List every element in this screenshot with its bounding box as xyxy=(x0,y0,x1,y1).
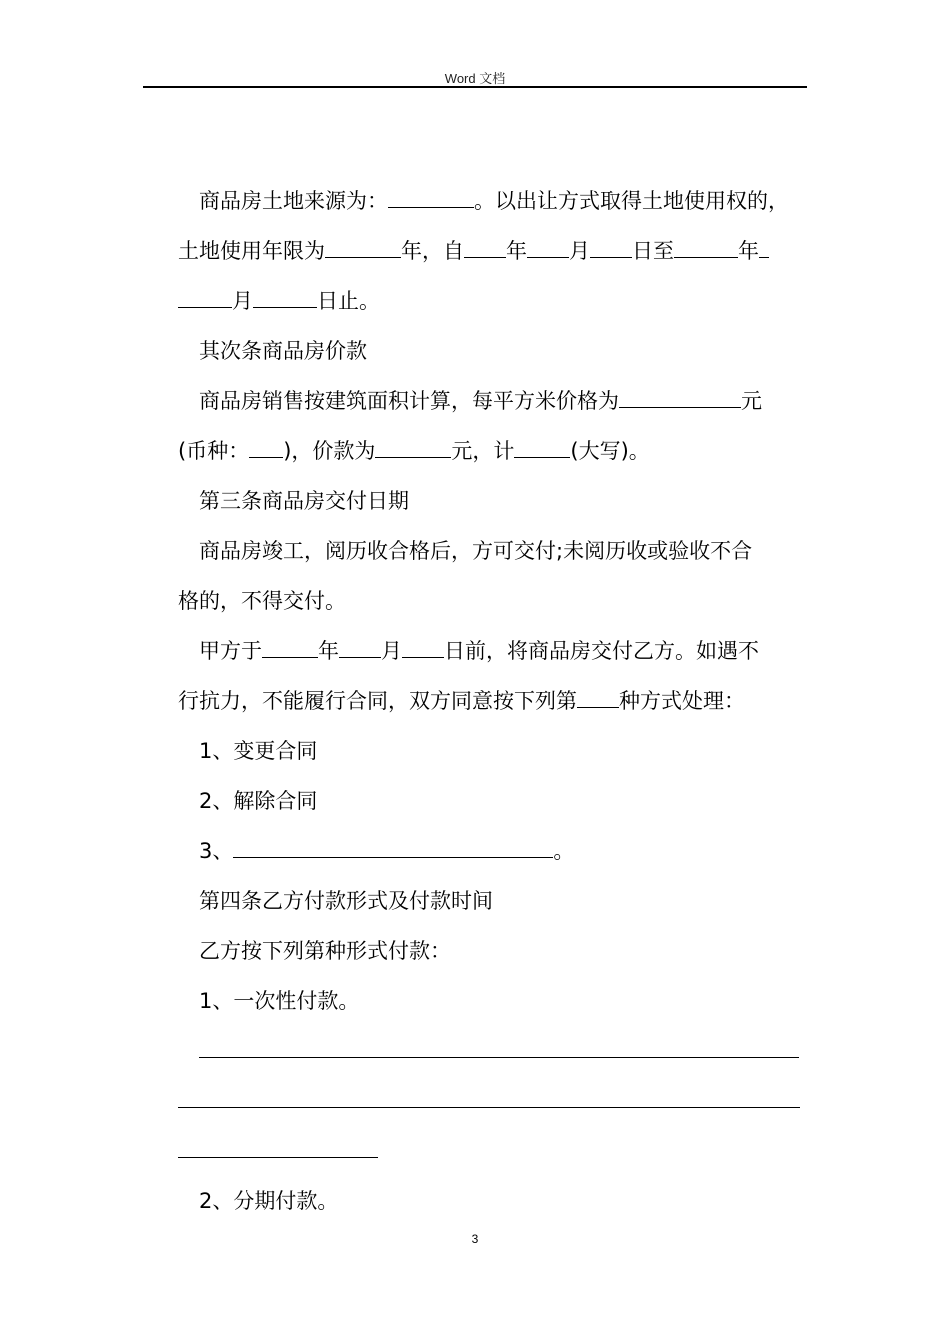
paragraph-line: (币种： )，价款为 元，计 (大写)。 xyxy=(178,426,808,476)
paragraph-line: 商品房销售按建筑面积计算，每平方米价格为 元 xyxy=(178,376,808,426)
fill-blank[interactable] xyxy=(619,381,741,408)
fill-blank[interactable] xyxy=(199,1031,799,1058)
paragraph-line: 格的，不得交付。 xyxy=(178,589,346,613)
list-item: 2、分期付款。 xyxy=(199,1189,339,1213)
list-item: 1、变更合同 xyxy=(199,739,318,763)
paragraph-line: 土地使用年限为 年，自 年 月 日至 年 xyxy=(178,226,808,276)
page-number: 3 xyxy=(471,1232,479,1246)
fill-blank[interactable] xyxy=(262,631,318,658)
fill-blank[interactable] xyxy=(527,231,569,258)
fill-blank[interactable] xyxy=(388,181,474,208)
paragraph-line: 商品房土地来源为： 。以出让方式取得土地使用权的， xyxy=(178,176,808,226)
paragraph-line xyxy=(178,1126,808,1176)
list-item: 3、 。 xyxy=(178,826,808,876)
section-heading: 其次条商品房价款 xyxy=(199,339,367,363)
paragraph-line xyxy=(178,1026,808,1076)
paragraph-line: 乙方按下列第种形式付款： xyxy=(199,939,451,963)
list-item: 2、解除合同 xyxy=(199,789,318,813)
fill-blank[interactable] xyxy=(178,1131,378,1158)
fill-blank[interactable] xyxy=(339,631,381,658)
list-item: 1、一次性付款。 xyxy=(199,989,360,1013)
paragraph-line: 月 日止。 xyxy=(178,276,808,326)
page-header-title: Word 文档 xyxy=(444,71,506,86)
section-heading: 第四条乙方付款形式及付款时间 xyxy=(199,889,493,913)
paragraph-line: 行抗力，不能履行合同，双方同意按下列第 种方式处理： xyxy=(178,676,808,726)
fill-blank[interactable] xyxy=(375,431,451,458)
paragraph-line: 甲方于 年 月 日前，将商品房交付乙方。如遇不 xyxy=(178,626,808,676)
fill-blank[interactable] xyxy=(233,831,553,858)
section-heading: 第三条商品房交付日期 xyxy=(199,489,409,513)
header-divider xyxy=(143,86,807,88)
fill-blank[interactable] xyxy=(577,681,619,708)
fill-blank[interactable] xyxy=(464,231,506,258)
fill-blank[interactable] xyxy=(514,431,570,458)
fill-blank[interactable] xyxy=(590,231,632,258)
fill-blank[interactable] xyxy=(253,281,317,308)
document-body xyxy=(178,176,808,1226)
fill-blank[interactable] xyxy=(325,231,401,258)
fill-blank[interactable] xyxy=(249,431,283,458)
fill-blank[interactable] xyxy=(402,631,444,658)
paragraph-line xyxy=(178,1076,808,1126)
fill-blank[interactable] xyxy=(674,231,738,258)
paragraph-line: 商品房竣工，阅历收合格后，方可交付;未阅历收或验收不合 xyxy=(199,539,753,563)
fill-blank[interactable] xyxy=(178,281,232,308)
fill-blank[interactable] xyxy=(759,231,769,258)
fill-blank[interactable] xyxy=(178,1081,800,1108)
